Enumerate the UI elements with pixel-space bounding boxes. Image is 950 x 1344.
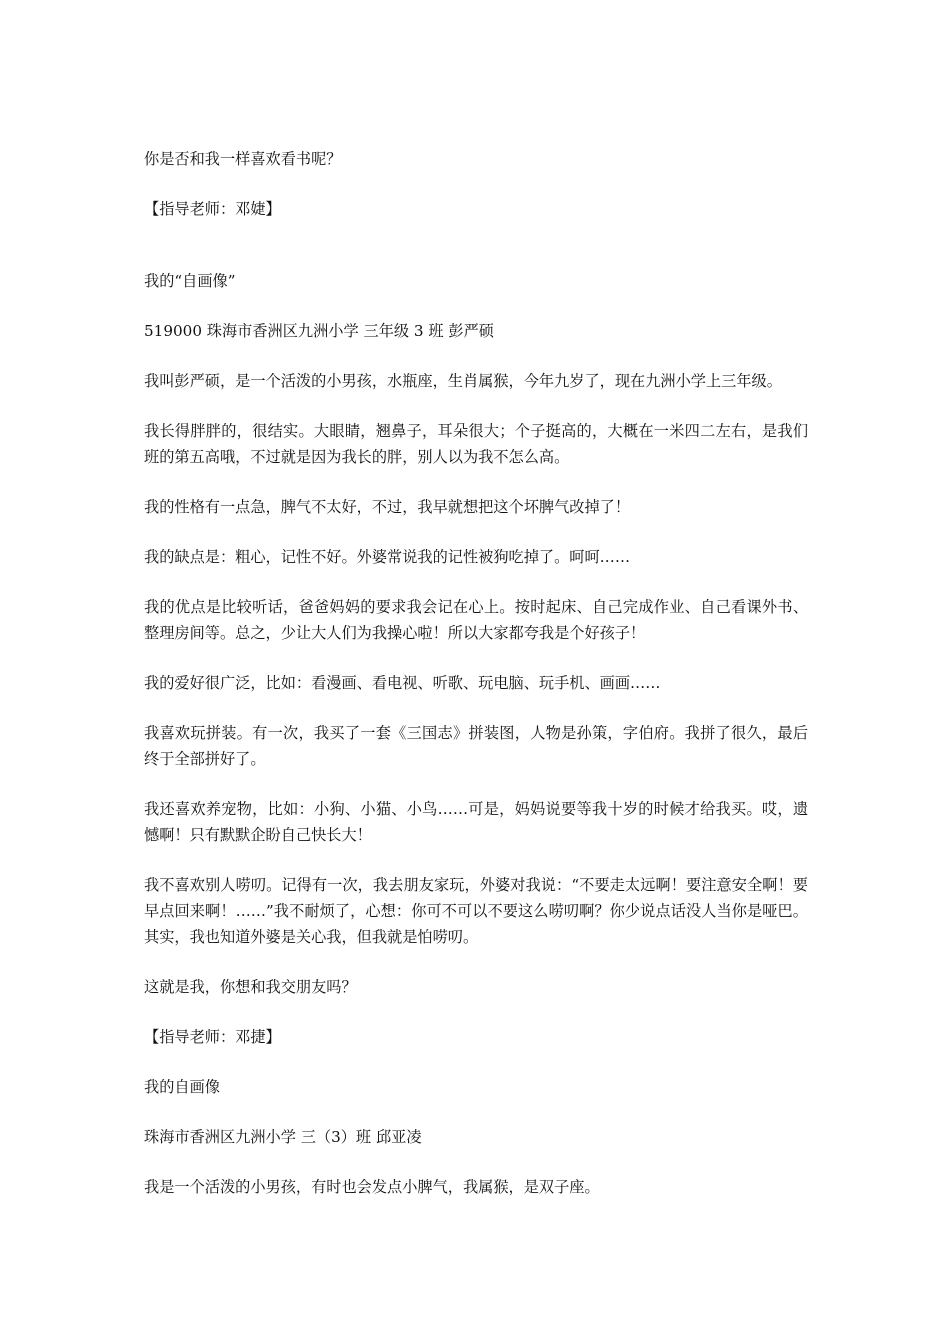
document-body [144, 146, 808, 1200]
body-paragraph: 我是一个活泼的小男孩，有时也会发点小脾气，我属猴，是双子座。 [144, 1178, 600, 1196]
body-paragraph: 我的优点是比较听话，爸爸妈妈的要求我会记在心上。按时起床、自己完成作业、自己看课外书、整理房间等。总之，少让大人们为我操心啦！所以大家都夸我是个好孩子！ [144, 598, 808, 642]
body-paragraph: 我的爱好很广泛，比如：看漫画、看电视、听歌、玩电脑、玩手机、画画…… [144, 674, 661, 692]
essay-title: 我的“自画像” [144, 272, 236, 290]
body-paragraph: 我不喜欢别人唠叨。记得有一次，我去朋友家玩，外婆对我说：“不要走太远啊！要注意安全啊！要早点回来啊！……”我不耐烦了，心想：你可不可以不要这么唠叨啊？你少说点话没人当你是哑巴。其实，我也知道外婆是关心我，但我就是怕唠叨。 [144, 876, 808, 946]
closing-question: 这就是我，你想和我交朋友吗？ [144, 978, 357, 996]
body-paragraph: 我的性格有一点急，脾气不太好，不过，我早就想把这个坏脾气改掉了！ [144, 498, 630, 516]
closing-question: 你是否和我一样喜欢看书呢？ [144, 150, 342, 168]
author-line: 519000 珠海市香洲区九洲小学 三年级 3 班 彭严硕 [144, 322, 494, 340]
essay-title: 我的自画像 [144, 1078, 220, 1096]
body-paragraph: 我叫彭严硕，是一个活泼的小男孩，水瓶座，生肖属猴，今年九岁了，现在九洲小学上三年级。 [144, 372, 782, 390]
body-paragraph: 我喜欢玩拼装。有一次，我买了一套《三国志》拼装图，人物是孙策，字伯府。我拼了很久，最后终于全部拼好了。 [144, 724, 808, 768]
body-paragraph: 我的缺点是：粗心，记性不好。外婆常说我的记性被狗吃掉了。呵呵…… [144, 548, 630, 566]
author-line: 珠海市香洲区九洲小学 三（3）班 邱亚凌 [144, 1128, 422, 1146]
teacher-credit: 【指导老师：邓婕】 [144, 200, 281, 218]
body-paragraph: 我长得胖胖的，很结实。大眼睛，翘鼻子，耳朵很大；个子挺高的，大概在一米四二左右，是我们班的第五高哦，不过就是因为我长的胖，别人以为我不怎么高。 [144, 422, 808, 466]
teacher-credit: 【指导老师：邓捷】 [144, 1028, 281, 1046]
body-paragraph: 我还喜欢养宠物，比如：小狗、小猫、小鸟……可是，妈妈说要等我十岁的时候才给我买。哎，遗憾啊！只有默默企盼自己快长大！ [144, 800, 808, 844]
